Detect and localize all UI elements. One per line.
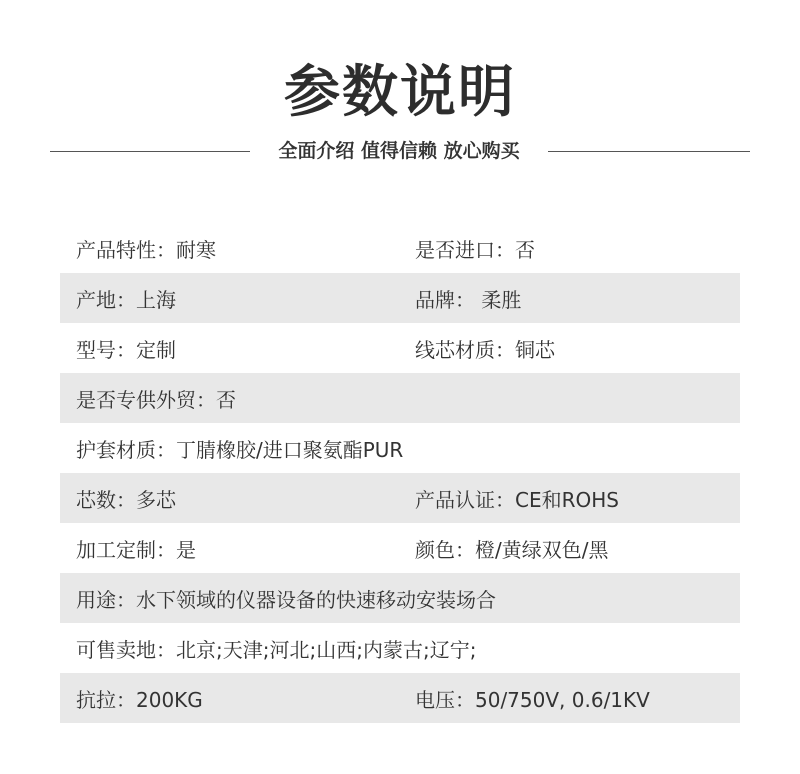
spec-cell-left: 产品特性：耐寒	[76, 237, 216, 262]
spec-row	[60, 523, 740, 573]
spec-row	[60, 423, 740, 473]
spec-row	[60, 223, 740, 273]
spec-row	[60, 373, 740, 423]
spec-cell-right: 线芯材质：铜芯	[415, 337, 555, 362]
spec-row	[60, 623, 740, 673]
subtitle-row	[50, 136, 750, 166]
spec-cell-right: 颜色：橙/黄绿双色/黑	[415, 537, 609, 562]
subtitle: 全面介绍 值得信赖 放心购买	[278, 140, 520, 162]
spec-row	[60, 573, 740, 623]
spec-cell-left: 抗拉：200KG	[76, 687, 203, 712]
spec-cell-right: 电压：50/750V, 0.6/1KV	[415, 687, 650, 712]
spec-row	[60, 473, 740, 523]
spec-cell-left: 护套材质：丁腈橡胶/进口聚氨酯PUR	[76, 437, 404, 462]
spec-cell-left: 加工定制：是	[76, 537, 196, 562]
spec-cell-left: 可售卖地：北京;天津;河北;山西;内蒙古;辽宁;	[76, 637, 477, 662]
spec-row	[60, 673, 740, 723]
spec-row	[60, 273, 740, 323]
subtitle-divider-left	[50, 151, 250, 152]
spec-cell-right: 是否进口：否	[415, 237, 535, 262]
spec-cell-left: 是否专供外贸：否	[76, 387, 236, 412]
spec-cell-left: 产地：上海	[76, 287, 176, 312]
spec-cell-left: 芯数：多芯	[76, 487, 176, 512]
subtitle-divider-right	[548, 151, 750, 152]
spec-cell-left: 型号：定制	[76, 337, 176, 362]
spec-cell-right: 品牌： 柔胜	[415, 287, 522, 312]
spec-cell-left: 用途：水下领域的仪器设备的快速移动安装场合	[76, 587, 496, 612]
spec-table	[60, 223, 740, 723]
spec-cell-right: 产品认证：CE和ROHS	[415, 487, 619, 512]
page-title: 参数说明	[284, 60, 516, 125]
spec-row	[60, 323, 740, 373]
